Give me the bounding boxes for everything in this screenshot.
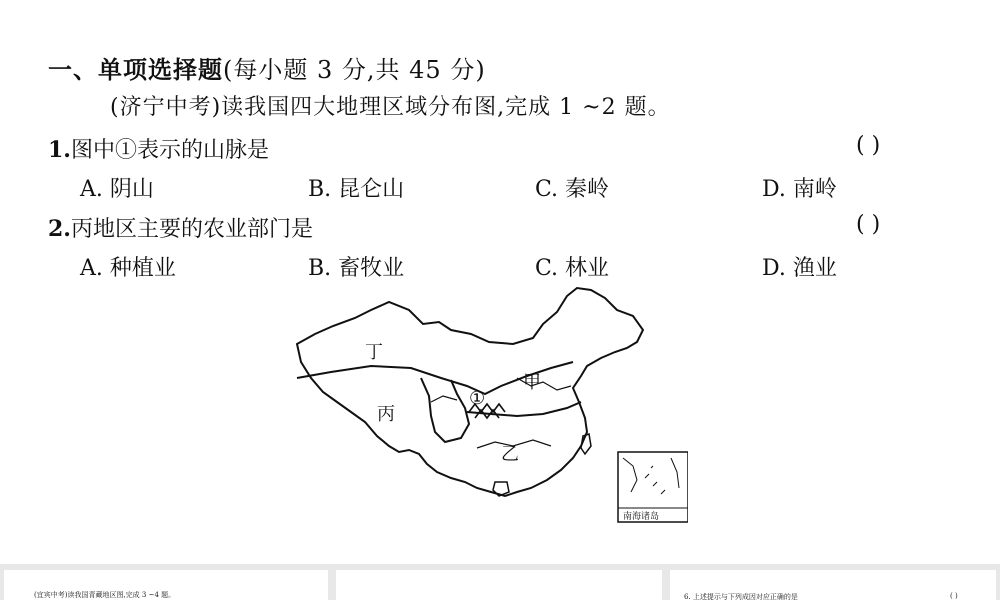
question-2-option-d: D. 渔业 bbox=[762, 256, 837, 281]
section-score-note: (每小题 3 分,共 45 分) bbox=[223, 56, 486, 84]
inset-caption: 南海诸岛 bbox=[623, 512, 660, 522]
question-1-number: 1. bbox=[48, 137, 71, 163]
question-2-stem bbox=[48, 212, 313, 243]
question-1-answer-paren: ( ) bbox=[856, 133, 881, 158]
thumbnail-page-2[interactable] bbox=[336, 570, 662, 600]
question-2-number: 2. bbox=[48, 216, 71, 242]
question-1-option-b: B. 昆仑山 bbox=[308, 177, 405, 202]
question-2-text: 丙地区主要的农业部门是 bbox=[70, 217, 313, 242]
mountain-marker-1: ① bbox=[469, 388, 486, 409]
question-2-option-a: A. 种植业 bbox=[80, 256, 176, 281]
thumbnail-page-3[interactable] bbox=[670, 570, 996, 600]
question-1-text: 图中①表示的山脉是 bbox=[70, 138, 269, 163]
region-label-yi: 乙 bbox=[501, 444, 519, 465]
thumbnail-page-1[interactable] bbox=[4, 570, 328, 600]
thumbnail-page-3-paren: ( ) bbox=[950, 592, 958, 600]
question-1-option-d: D. 南岭 bbox=[762, 177, 837, 202]
section-title bbox=[48, 50, 486, 85]
region-label-bing: 丙 bbox=[377, 404, 395, 425]
question-1-option-c: C. 秦岭 bbox=[535, 177, 610, 202]
thumbnail-page-3-text: 6. 上述提示与下列成因对应正确的是 bbox=[684, 593, 798, 600]
question-1-stem bbox=[48, 133, 269, 164]
south-china-sea-inset bbox=[618, 452, 688, 522]
region-label-jia: 甲 bbox=[523, 372, 541, 393]
section-title-text: 一、单项选择题 bbox=[48, 55, 223, 84]
question-intro: (济宁中考)读我国四大地理区域分布图,完成 1 ~2 题。 bbox=[110, 95, 671, 120]
thumbnail-page-1-text: (宜宾中考)读我国青藏地区图,完成 3 ~4 题。 bbox=[34, 591, 176, 599]
thumbnail-strip bbox=[0, 564, 1000, 600]
region-label-ding: 丁 bbox=[365, 342, 383, 363]
question-1-option-a: A. 阴山 bbox=[80, 177, 154, 202]
question-2-option-c: C. 林业 bbox=[535, 256, 610, 281]
question-2-answer-paren: ( ) bbox=[856, 212, 881, 237]
china-regions-map bbox=[281, 282, 688, 525]
question-2-option-b: B. 畜牧业 bbox=[308, 256, 405, 281]
